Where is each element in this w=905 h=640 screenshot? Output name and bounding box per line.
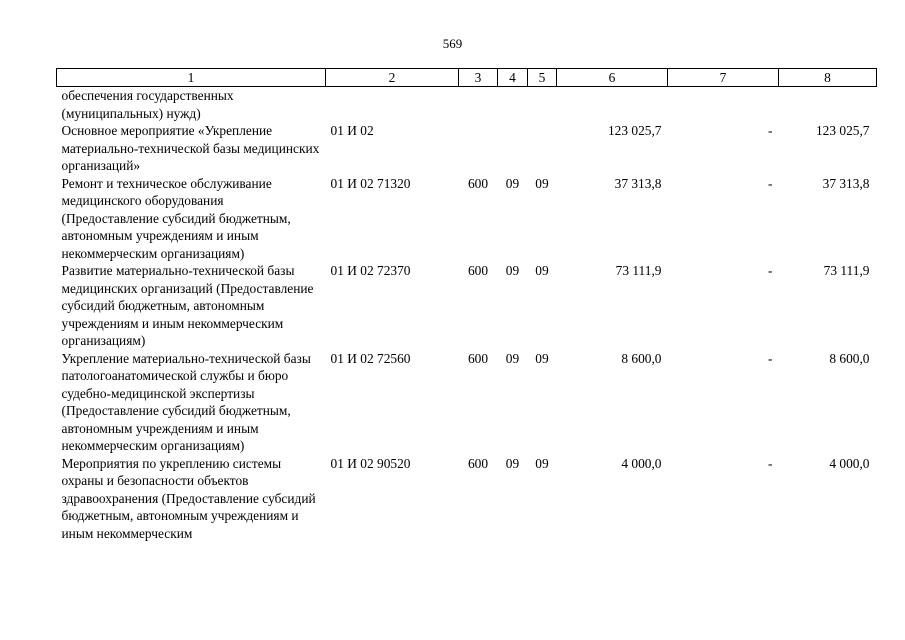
budget-table (56, 68, 877, 542)
row-rz-cell: 09 (505, 263, 520, 278)
row-code-cell: 01 И 02 71320 (330, 175, 411, 191)
row-kvr-cell (459, 122, 498, 175)
row-total-cell: 123 025,7 (815, 123, 870, 138)
table-row (57, 175, 877, 263)
row-name-cell: Развитие материально-технической базы медицинских организаций (Предоставление субсидий бюджетным, автономным учреждениям и иным некоммерческим организациям) (61, 263, 314, 348)
row-code-cell (326, 87, 459, 123)
row-name-cell: Мероприятия по укреплению системы охраны и безопасности объектов здравоохранения (Предоставление субсидий бюджетным, автономным учреждениям и иным некоммерческим (61, 455, 316, 541)
row-amount-cell: 8 600,0 (621, 350, 662, 366)
row-pr-cell: 09 (535, 455, 549, 471)
row-change-cell: - (768, 123, 773, 138)
row-code-cell: 01 И 02 72560 (330, 350, 411, 366)
row-pr-cell: 09 (535, 263, 549, 278)
header-row (57, 69, 877, 87)
column-header: 6 (557, 69, 668, 87)
row-code-cell: 01 И 02 90520 (330, 455, 411, 471)
row-total-cell: 8 600,0 (829, 350, 870, 366)
column-header: 4 (498, 69, 528, 87)
row-name-cell: обеспечения государственных (муниципальных) нужд) (61, 88, 234, 121)
row-name-cell: Ремонт и техническое обслуживание медицинского оборудования (Предоставление субсидий бюджетным, автономным учреждениям и иным некоммерческим организациям) (61, 175, 291, 261)
page-number: 569 (442, 36, 463, 51)
row-kvr-cell: 600 (467, 175, 489, 191)
column-header: 2 (326, 69, 459, 87)
row-amount-cell: 123 025,7 (607, 123, 662, 138)
row-rz-cell (498, 122, 528, 175)
row-name-cell: Укрепление материально-технической базы патологоанатомической службы и бюро судебно-медицинской экспертизы (Предоставление субсидий бюджетным, автономным учреждениям и иным некоммерческим организациям) (61, 350, 311, 453)
table-row (57, 87, 877, 123)
table-row (57, 262, 877, 350)
row-total-cell (779, 87, 877, 123)
row-code-cell: 01 И 02 (330, 123, 374, 138)
column-header: 3 (459, 69, 498, 87)
table-row (57, 455, 877, 543)
row-pr-cell: 09 (535, 350, 549, 366)
table-row (57, 122, 877, 175)
row-pr-cell: 09 (535, 175, 549, 191)
column-header: 5 (528, 69, 557, 87)
row-pr-cell (528, 122, 557, 175)
row-rz-cell (498, 87, 528, 123)
row-pr-cell (528, 87, 557, 123)
row-change-cell: - (768, 263, 773, 278)
row-rz-cell: 09 (505, 455, 520, 471)
row-amount-cell (557, 87, 668, 123)
column-header: 8 (779, 69, 877, 87)
row-change-cell (668, 87, 779, 123)
row-rz-cell: 09 (505, 175, 520, 191)
column-header: 7 (668, 69, 779, 87)
row-kvr-cell: 600 (467, 455, 489, 471)
column-header: 1 (57, 69, 326, 87)
row-total-cell: 73 111,9 (823, 263, 870, 278)
row-rz-cell: 09 (505, 350, 520, 366)
row-change-cell: - (768, 175, 773, 191)
row-kvr-cell: 600 (467, 263, 489, 278)
row-code-cell: 01 И 02 72370 (330, 263, 411, 278)
row-amount-cell: 73 111,9 (615, 263, 662, 278)
row-total-cell: 37 313,8 (822, 175, 870, 191)
row-kvr-cell (459, 87, 498, 123)
row-kvr-cell: 600 (467, 350, 489, 366)
table-row (57, 350, 877, 455)
row-change-cell: - (768, 350, 773, 366)
row-name-cell: Основное мероприятие «Укрепление материально-технической базы медицинских организаций» (61, 123, 320, 173)
row-total-cell: 4 000,0 (829, 455, 870, 471)
row-change-cell: - (768, 455, 773, 471)
row-amount-cell: 4 000,0 (621, 455, 662, 471)
row-amount-cell: 37 313,8 (614, 175, 662, 191)
